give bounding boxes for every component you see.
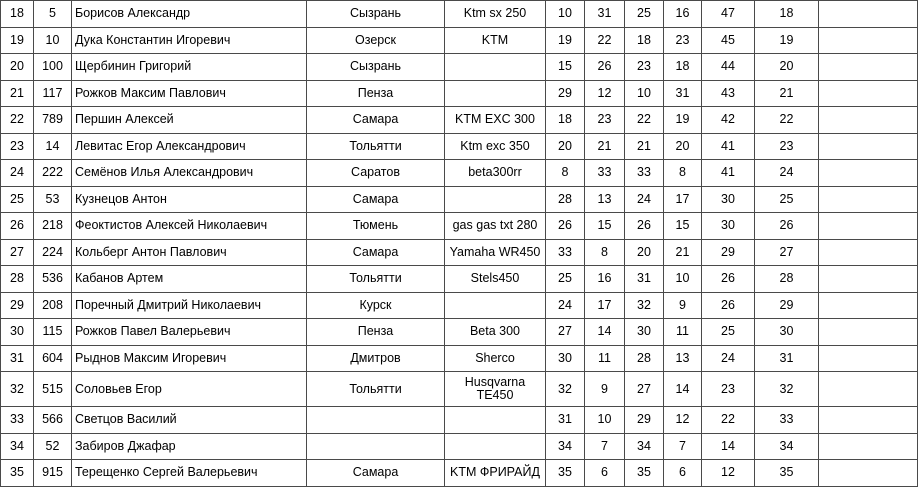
bike-cell: KTM ФРИРАЙД bbox=[445, 460, 546, 487]
bike-cell: Ktm sx 250 bbox=[445, 1, 546, 28]
heat1-place-cell: 8 bbox=[546, 160, 585, 187]
total-points-cell: 44 bbox=[702, 54, 755, 81]
heat2-points-cell: 31 bbox=[664, 80, 702, 107]
rider-name-cell: Першин Алексей bbox=[72, 107, 307, 134]
city-cell: Тольятти bbox=[307, 266, 445, 293]
final-place-cell: 23 bbox=[755, 133, 819, 160]
heat1-place-cell: 34 bbox=[546, 433, 585, 460]
total-points-cell: 45 bbox=[702, 27, 755, 54]
heat2-place-cell: 10 bbox=[625, 80, 664, 107]
place-cell: 26 bbox=[1, 213, 34, 240]
place-cell: 31 bbox=[1, 345, 34, 372]
bike-cell: gas gas txt 280 bbox=[445, 213, 546, 240]
heat1-points-cell: 17 bbox=[585, 292, 625, 319]
heat2-place-cell: 31 bbox=[625, 266, 664, 293]
heat2-points-cell: 23 bbox=[664, 27, 702, 54]
final-place-cell: 35 bbox=[755, 460, 819, 487]
rider-number-cell: 52 bbox=[34, 433, 72, 460]
city-cell: Сызрань bbox=[307, 54, 445, 81]
heat2-points-cell: 10 bbox=[664, 266, 702, 293]
bike-cell bbox=[445, 54, 546, 81]
heat1-points-cell: 21 bbox=[585, 133, 625, 160]
city-cell: Тольятти bbox=[307, 133, 445, 160]
heat1-place-cell: 35 bbox=[546, 460, 585, 487]
bike-cell: Yamaha WR450 bbox=[445, 239, 546, 266]
empty-cell bbox=[819, 1, 918, 28]
place-cell: 35 bbox=[1, 460, 34, 487]
bike-cell: beta300rr bbox=[445, 160, 546, 187]
rider-number-cell: 789 bbox=[34, 107, 72, 134]
empty-cell bbox=[819, 433, 918, 460]
rider-name-cell: Терещенко Сергей Валерьевич bbox=[72, 460, 307, 487]
city-cell: Сызрань bbox=[307, 1, 445, 28]
total-points-cell: 29 bbox=[702, 239, 755, 266]
place-cell: 22 bbox=[1, 107, 34, 134]
table-row bbox=[1, 133, 918, 160]
city-cell: Самара bbox=[307, 186, 445, 213]
final-place-cell: 26 bbox=[755, 213, 819, 240]
heat1-place-cell: 33 bbox=[546, 239, 585, 266]
city-cell: Самара bbox=[307, 239, 445, 266]
heat1-place-cell: 10 bbox=[546, 1, 585, 28]
table-row bbox=[1, 160, 918, 187]
final-place-cell: 25 bbox=[755, 186, 819, 213]
empty-cell bbox=[819, 54, 918, 81]
heat2-points-cell: 18 bbox=[664, 54, 702, 81]
table-row bbox=[1, 292, 918, 319]
empty-cell bbox=[819, 213, 918, 240]
bike-cell: Sherco bbox=[445, 345, 546, 372]
city-cell: Курск bbox=[307, 292, 445, 319]
rider-name-cell: Левитас Егор Александрович bbox=[72, 133, 307, 160]
rider-name-cell: Семёнов Илья Александрович bbox=[72, 160, 307, 187]
place-cell: 27 bbox=[1, 239, 34, 266]
table-row bbox=[1, 107, 918, 134]
heat1-points-cell: 10 bbox=[585, 407, 625, 434]
heat1-points-cell: 16 bbox=[585, 266, 625, 293]
heat1-points-cell: 26 bbox=[585, 54, 625, 81]
heat2-place-cell: 32 bbox=[625, 292, 664, 319]
empty-cell bbox=[819, 345, 918, 372]
final-place-cell: 24 bbox=[755, 160, 819, 187]
heat2-place-cell: 28 bbox=[625, 345, 664, 372]
heat1-points-cell: 15 bbox=[585, 213, 625, 240]
heat1-place-cell: 28 bbox=[546, 186, 585, 213]
heat2-place-cell: 29 bbox=[625, 407, 664, 434]
place-cell: 18 bbox=[1, 1, 34, 28]
table-row bbox=[1, 433, 918, 460]
empty-cell bbox=[819, 292, 918, 319]
heat2-points-cell: 20 bbox=[664, 133, 702, 160]
table-row bbox=[1, 345, 918, 372]
total-points-cell: 43 bbox=[702, 80, 755, 107]
empty-cell bbox=[819, 186, 918, 213]
rider-number-cell: 566 bbox=[34, 407, 72, 434]
heat1-points-cell: 9 bbox=[585, 372, 625, 407]
bike-cell: Ktm exc 350 bbox=[445, 133, 546, 160]
place-cell: 23 bbox=[1, 133, 34, 160]
heat2-place-cell: 24 bbox=[625, 186, 664, 213]
heat2-place-cell: 34 bbox=[625, 433, 664, 460]
heat1-place-cell: 25 bbox=[546, 266, 585, 293]
heat2-points-cell: 8 bbox=[664, 160, 702, 187]
heat1-points-cell: 11 bbox=[585, 345, 625, 372]
city-cell: Самара bbox=[307, 460, 445, 487]
city-cell: Саратов bbox=[307, 160, 445, 187]
heat1-place-cell: 18 bbox=[546, 107, 585, 134]
heat1-place-cell: 19 bbox=[546, 27, 585, 54]
heat2-points-cell: 6 bbox=[664, 460, 702, 487]
place-cell: 34 bbox=[1, 433, 34, 460]
city-cell: Пенза bbox=[307, 80, 445, 107]
table-row bbox=[1, 54, 918, 81]
final-place-cell: 29 bbox=[755, 292, 819, 319]
final-place-cell: 33 bbox=[755, 407, 819, 434]
heat2-points-cell: 19 bbox=[664, 107, 702, 134]
heat1-place-cell: 26 bbox=[546, 213, 585, 240]
total-points-cell: 41 bbox=[702, 133, 755, 160]
rider-name-cell: Поречный Дмитрий Николаевич bbox=[72, 292, 307, 319]
empty-cell bbox=[819, 107, 918, 134]
rider-number-cell: 117 bbox=[34, 80, 72, 107]
bike-cell bbox=[445, 433, 546, 460]
final-place-cell: 22 bbox=[755, 107, 819, 134]
heat1-points-cell: 7 bbox=[585, 433, 625, 460]
place-cell: 33 bbox=[1, 407, 34, 434]
heat2-place-cell: 27 bbox=[625, 372, 664, 407]
table-row bbox=[1, 372, 918, 407]
heat2-points-cell: 9 bbox=[664, 292, 702, 319]
final-place-cell: 27 bbox=[755, 239, 819, 266]
table-row bbox=[1, 407, 918, 434]
empty-cell bbox=[819, 460, 918, 487]
rider-name-cell: Кабанов Артем bbox=[72, 266, 307, 293]
rider-number-cell: 218 bbox=[34, 213, 72, 240]
rider-name-cell: Соловьев Егор bbox=[72, 372, 307, 407]
final-place-cell: 34 bbox=[755, 433, 819, 460]
heat1-place-cell: 15 bbox=[546, 54, 585, 81]
heat2-points-cell: 17 bbox=[664, 186, 702, 213]
total-points-cell: 41 bbox=[702, 160, 755, 187]
rider-number-cell: 604 bbox=[34, 345, 72, 372]
bike-cell: Husqvarna TE450 bbox=[445, 372, 546, 407]
heat1-place-cell: 29 bbox=[546, 80, 585, 107]
total-points-cell: 42 bbox=[702, 107, 755, 134]
rider-name-cell: Борисов Александр bbox=[72, 1, 307, 28]
table-row bbox=[1, 460, 918, 487]
heat2-points-cell: 13 bbox=[664, 345, 702, 372]
bike-cell: Beta 300 bbox=[445, 319, 546, 346]
rider-name-cell: Феоктистов Алексей Николаевич bbox=[72, 213, 307, 240]
final-place-cell: 32 bbox=[755, 372, 819, 407]
heat2-points-cell: 14 bbox=[664, 372, 702, 407]
table-row bbox=[1, 266, 918, 293]
empty-cell bbox=[819, 266, 918, 293]
rider-name-cell: Кузнецов Антон bbox=[72, 186, 307, 213]
empty-cell bbox=[819, 407, 918, 434]
bike-cell bbox=[445, 80, 546, 107]
total-points-cell: 23 bbox=[702, 372, 755, 407]
heat2-place-cell: 22 bbox=[625, 107, 664, 134]
total-points-cell: 14 bbox=[702, 433, 755, 460]
rider-number-cell: 536 bbox=[34, 266, 72, 293]
table-row bbox=[1, 213, 918, 240]
rider-number-cell: 224 bbox=[34, 239, 72, 266]
rider-name-cell: Рыднов Максим Игоревич bbox=[72, 345, 307, 372]
place-cell: 29 bbox=[1, 292, 34, 319]
heat1-place-cell: 31 bbox=[546, 407, 585, 434]
rider-number-cell: 53 bbox=[34, 186, 72, 213]
empty-cell bbox=[819, 239, 918, 266]
heat2-points-cell: 12 bbox=[664, 407, 702, 434]
heat1-points-cell: 13 bbox=[585, 186, 625, 213]
heat2-place-cell: 33 bbox=[625, 160, 664, 187]
heat1-points-cell: 8 bbox=[585, 239, 625, 266]
heat1-points-cell: 23 bbox=[585, 107, 625, 134]
place-cell: 30 bbox=[1, 319, 34, 346]
heat1-place-cell: 24 bbox=[546, 292, 585, 319]
rider-number-cell: 115 bbox=[34, 319, 72, 346]
city-cell: Тюмень bbox=[307, 213, 445, 240]
empty-cell bbox=[819, 27, 918, 54]
total-points-cell: 30 bbox=[702, 186, 755, 213]
bike-cell bbox=[445, 186, 546, 213]
empty-cell bbox=[819, 372, 918, 407]
bike-cell: KTM bbox=[445, 27, 546, 54]
heat1-place-cell: 32 bbox=[546, 372, 585, 407]
rider-number-cell: 100 bbox=[34, 54, 72, 81]
rider-number-cell: 208 bbox=[34, 292, 72, 319]
place-cell: 28 bbox=[1, 266, 34, 293]
total-points-cell: 25 bbox=[702, 319, 755, 346]
heat1-points-cell: 14 bbox=[585, 319, 625, 346]
city-cell bbox=[307, 433, 445, 460]
bike-cell: KTM EXC 300 bbox=[445, 107, 546, 134]
heat2-place-cell: 18 bbox=[625, 27, 664, 54]
rider-name-cell: Светцов Василий bbox=[72, 407, 307, 434]
rider-number-cell: 915 bbox=[34, 460, 72, 487]
heat2-place-cell: 21 bbox=[625, 133, 664, 160]
final-place-cell: 19 bbox=[755, 27, 819, 54]
bike-cell bbox=[445, 407, 546, 434]
final-place-cell: 21 bbox=[755, 80, 819, 107]
heat2-place-cell: 25 bbox=[625, 1, 664, 28]
rider-name-cell: Дука Константин Игоревич bbox=[72, 27, 307, 54]
heat1-place-cell: 30 bbox=[546, 345, 585, 372]
table-row bbox=[1, 27, 918, 54]
city-cell: Дмитров bbox=[307, 345, 445, 372]
rider-number-cell: 14 bbox=[34, 133, 72, 160]
rider-name-cell: Забиров Джафар bbox=[72, 433, 307, 460]
rider-number-cell: 222 bbox=[34, 160, 72, 187]
final-place-cell: 18 bbox=[755, 1, 819, 28]
rider-name-cell: Кольберг Антон Павлович bbox=[72, 239, 307, 266]
table-row bbox=[1, 186, 918, 213]
total-points-cell: 22 bbox=[702, 407, 755, 434]
empty-cell bbox=[819, 160, 918, 187]
place-cell: 24 bbox=[1, 160, 34, 187]
total-points-cell: 26 bbox=[702, 266, 755, 293]
table-row bbox=[1, 319, 918, 346]
place-cell: 20 bbox=[1, 54, 34, 81]
heat1-place-cell: 27 bbox=[546, 319, 585, 346]
city-cell: Самара bbox=[307, 107, 445, 134]
heat2-place-cell: 35 bbox=[625, 460, 664, 487]
heat1-points-cell: 22 bbox=[585, 27, 625, 54]
final-place-cell: 20 bbox=[755, 54, 819, 81]
table-row bbox=[1, 80, 918, 107]
final-place-cell: 31 bbox=[755, 345, 819, 372]
city-cell: Озерск bbox=[307, 27, 445, 54]
total-points-cell: 30 bbox=[702, 213, 755, 240]
rider-number-cell: 10 bbox=[34, 27, 72, 54]
rider-name-cell: Рожков Максим Павлович bbox=[72, 80, 307, 107]
table-row bbox=[1, 239, 918, 266]
heat1-points-cell: 12 bbox=[585, 80, 625, 107]
city-cell bbox=[307, 407, 445, 434]
rider-number-cell: 515 bbox=[34, 372, 72, 407]
heat2-place-cell: 30 bbox=[625, 319, 664, 346]
final-place-cell: 28 bbox=[755, 266, 819, 293]
city-cell: Тольятти bbox=[307, 372, 445, 407]
results-body bbox=[1, 1, 918, 487]
rider-number-cell: 5 bbox=[34, 1, 72, 28]
place-cell: 25 bbox=[1, 186, 34, 213]
total-points-cell: 24 bbox=[702, 345, 755, 372]
heat1-points-cell: 33 bbox=[585, 160, 625, 187]
heat2-points-cell: 16 bbox=[664, 1, 702, 28]
heat2-points-cell: 7 bbox=[664, 433, 702, 460]
total-points-cell: 12 bbox=[702, 460, 755, 487]
total-points-cell: 26 bbox=[702, 292, 755, 319]
bike-cell: Stels450 bbox=[445, 266, 546, 293]
heat2-place-cell: 20 bbox=[625, 239, 664, 266]
heat2-points-cell: 21 bbox=[664, 239, 702, 266]
place-cell: 19 bbox=[1, 27, 34, 54]
heat2-place-cell: 26 bbox=[625, 213, 664, 240]
heat1-place-cell: 20 bbox=[546, 133, 585, 160]
rider-name-cell: Щербинин Григорий bbox=[72, 54, 307, 81]
empty-cell bbox=[819, 133, 918, 160]
empty-cell bbox=[819, 319, 918, 346]
heat1-points-cell: 31 bbox=[585, 1, 625, 28]
heat1-points-cell: 6 bbox=[585, 460, 625, 487]
final-place-cell: 30 bbox=[755, 319, 819, 346]
heat2-place-cell: 23 bbox=[625, 54, 664, 81]
heat2-points-cell: 11 bbox=[664, 319, 702, 346]
place-cell: 32 bbox=[1, 372, 34, 407]
city-cell: Пенза bbox=[307, 319, 445, 346]
heat2-points-cell: 15 bbox=[664, 213, 702, 240]
empty-cell bbox=[819, 80, 918, 107]
place-cell: 21 bbox=[1, 80, 34, 107]
total-points-cell: 47 bbox=[702, 1, 755, 28]
bike-cell bbox=[445, 292, 546, 319]
rider-name-cell: Рожков Павел Валерьевич bbox=[72, 319, 307, 346]
table-row bbox=[1, 1, 918, 28]
